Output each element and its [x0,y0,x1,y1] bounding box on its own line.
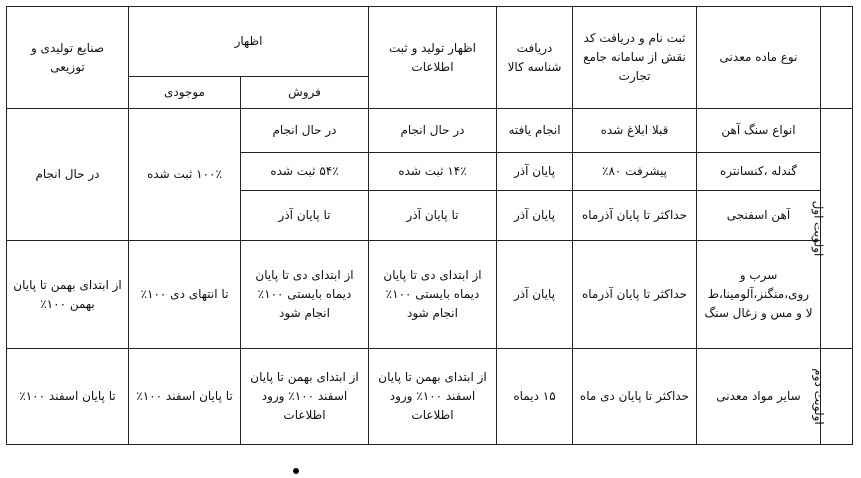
table-row [7,349,853,445]
goods-id-cell: پایان آذر [497,191,573,241]
industry-cell: تا پایان اسفند ۱۰۰٪ [7,349,129,445]
production-cell: ۱۴٪ ثبت شده [369,153,497,191]
header-mineral-type: نوع ماده معدنی [697,7,821,109]
production-cell: در حال انجام [369,109,497,153]
production-cell: تا پایان آذر [369,191,497,241]
priority-second-label: اولویت دوم [811,368,826,425]
sales-cell: از ابتدای بهمن تا پایان اسفند ۱۰۰٪ ورود اطلاعات [241,349,369,445]
table-row [7,109,853,153]
goods-id-cell: ۱۵ دیماه [497,349,573,445]
registration-cell: حداکثر تا پایان آذرماه [573,241,697,349]
registration-cell: قبلا ابلاغ شده [573,109,697,153]
header-production-declaration: اظهار تولید و ثبت اطلاعات [369,7,497,109]
mineral-cell: سرب و روی،منگنز،آلومینا،ط لا و مس و زغال سنگ [697,241,821,349]
goods-id-cell: پایان آذر [497,241,573,349]
header-priority [821,7,853,109]
header-industry: صنایع تولیدی و توزیعی [7,7,129,109]
registration-cell: حداکثر تا پایان دی ماه [573,349,697,445]
goods-id-cell: پایان آذر [497,153,573,191]
mineral-cell: انواع سنگ آهن [697,109,821,153]
sales-cell: ۵۴٪ ثبت شده [241,153,369,191]
mineral-schedule-table [6,6,853,445]
registration-cell: حداکثر تا پایان آذرماه [573,191,697,241]
header-declaration-stock: موجودی [129,77,241,109]
sales-cell: در حال انجام [241,109,369,153]
stock-cell: تا انتهای دی ۱۰۰٪ [129,241,241,349]
mineral-cell: سایر مواد معدنی [697,349,821,445]
registration-cell: پیشرفت ۸۰٪ [573,153,697,191]
industry-merged-cell: در حال انجام [7,109,129,241]
priority-second-cell [811,349,853,445]
mineral-cell: آهن اسفنجی [697,191,821,241]
goods-id-cell: انجام یافته [497,109,573,153]
header-declaration: اظهار [129,7,369,77]
header-declaration-sales: فروش [241,77,369,109]
priority-first-cell [811,109,853,349]
sales-cell: از ابتدای دی تا پایان دیماه بایستی ۱۰۰٪ انجام شود [241,241,369,349]
mineral-cell: گندله ،کنسانتره [697,153,821,191]
stock-merged-cell: ۱۰۰٪ ثبت شده [129,109,241,241]
production-cell: از ابتدای دی تا پایان دیماه بایستی ۱۰۰٪ انجام شود [369,241,497,349]
priority-first-label: اولویت اول [811,200,826,257]
page-mark-dot [293,468,299,474]
table-row [7,241,853,349]
production-cell: از ابتدای بهمن تا پایان اسفند ۱۰۰٪ ورود اطلاعات [369,349,497,445]
stock-cell: تا پایان اسفند ۱۰۰٪ [129,349,241,445]
industry-cell: از ابتدای بهمن تا پایان بهمن ۱۰۰٪ [7,241,129,349]
document-page [7,6,853,445]
header-registration: ثبت نام و دریافت کد نقش از سامانه جامع تجارت [573,7,697,109]
sales-cell: تا پایان آذر [241,191,369,241]
header-goods-id: دریافت شناسه کالا [497,7,573,109]
